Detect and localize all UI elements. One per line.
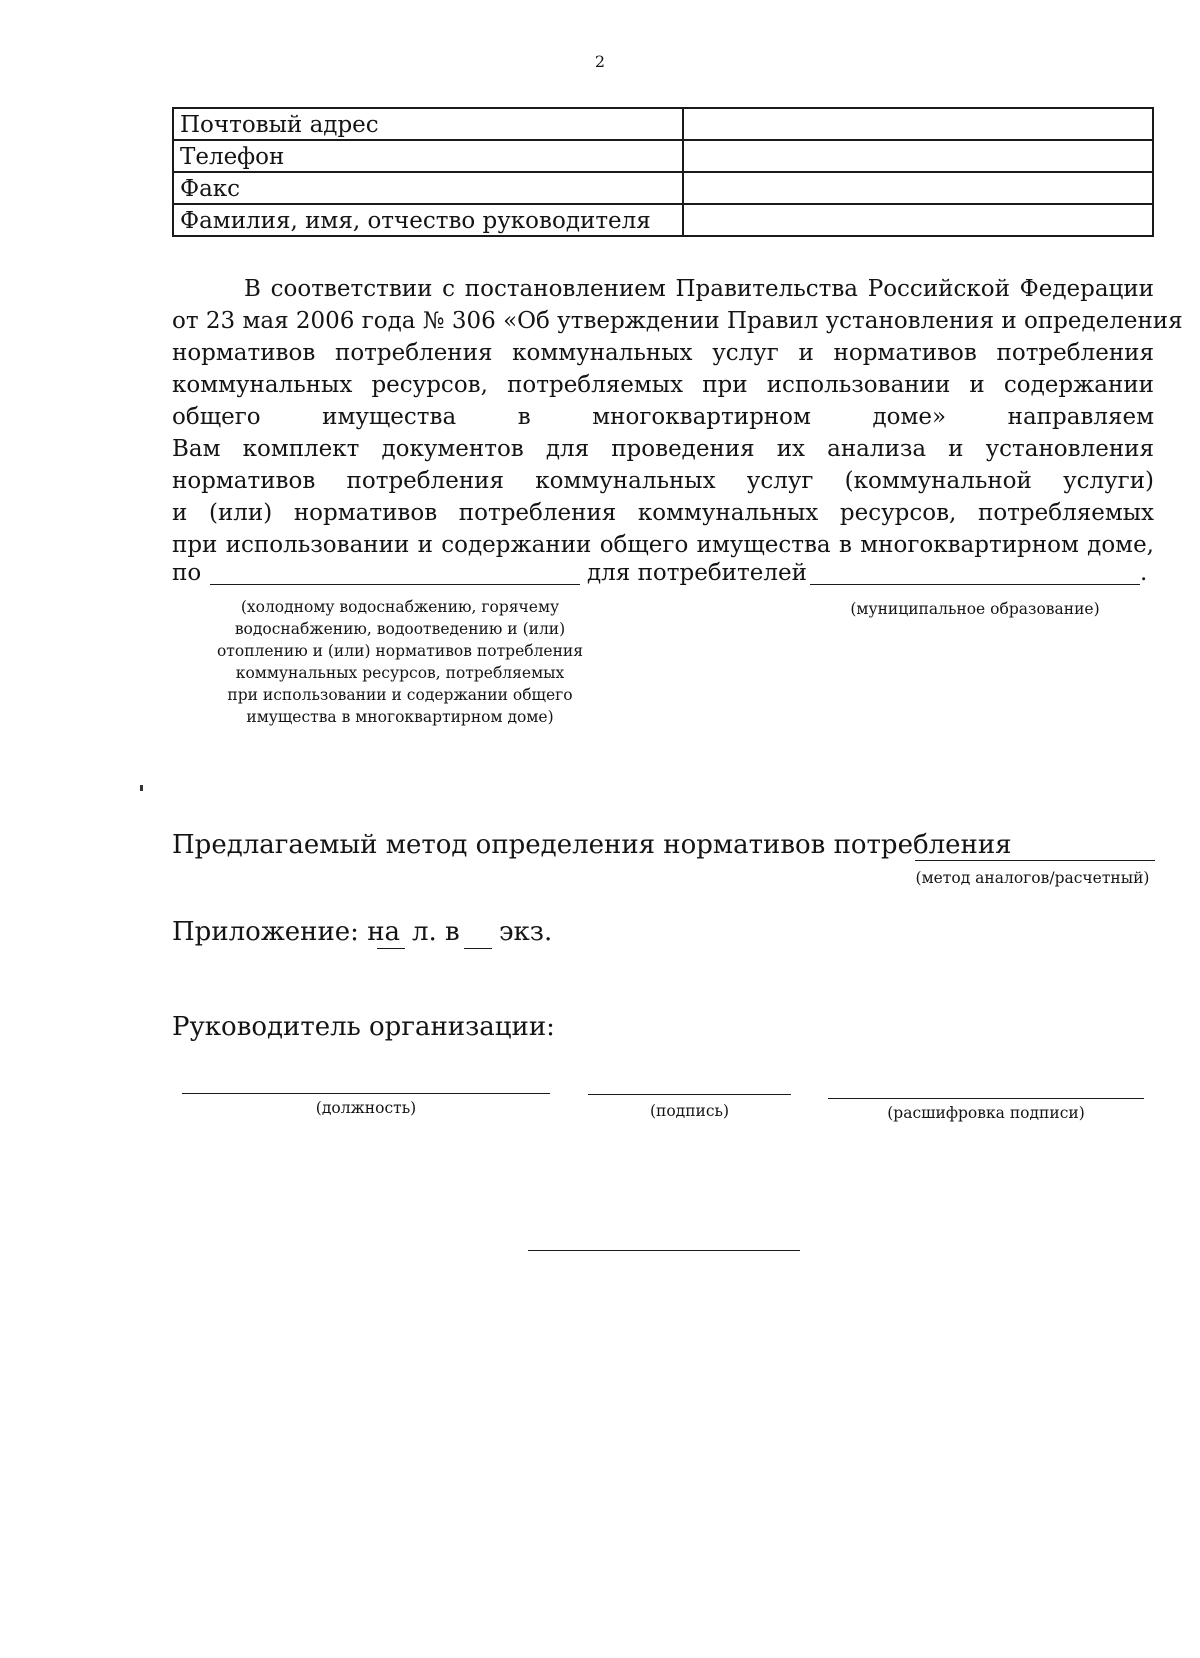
attachment-prefix: Приложение: на (172, 917, 401, 947)
municipality-blank[interactable] (810, 584, 1140, 585)
signature-hint: (подпись) (649, 1102, 730, 1120)
service-hint-line: отоплению и (или) нормативов потребления (216, 642, 584, 660)
row-label-postal-address: Почтовый адрес (173, 108, 683, 140)
signature-decoding-line[interactable] (828, 1098, 1144, 1099)
row-label-director-name: Фамилия, имя, отчество руководителя (173, 204, 683, 236)
row-value-fax[interactable] (683, 172, 1153, 204)
paragraph-line: коммунальных ресурсов, потребляемых при использовании и содержании (172, 372, 1154, 398)
closing-separator (528, 1250, 800, 1251)
paragraph-line: от 23 мая 2006 года № 306 «Об утверждении Правил установления и определения (172, 308, 1183, 334)
row-value-director-name[interactable] (683, 204, 1153, 236)
service-hint-line: (холодному водоснабжению, горячему (240, 598, 560, 616)
paragraph-line: Вам комплект документов для проведения их анализа и установления (172, 436, 1154, 462)
service-hint-line: коммунальных ресурсов, потребляемых (235, 664, 565, 682)
service-hint-line: при использовании и содержании общего (227, 686, 573, 704)
paragraph-line: при использовании и содержании общего имущества в многоквартирном доме, (172, 532, 1154, 558)
paragraph-line: общего имущества в многоквартирном доме» направляем (172, 404, 1154, 430)
attachment-middle: л. в (412, 917, 460, 947)
attachment-copies-blank[interactable] (464, 948, 492, 949)
page-number: 2 (594, 52, 606, 71)
table-row (173, 204, 1153, 236)
paragraph-line: нормативов потребления коммунальных услуг (коммунальной услуги) (172, 468, 1154, 494)
row-label-fax: Факс (173, 172, 683, 204)
service-hint-line: водоснабжению, водоотведению и (или) (234, 620, 566, 638)
service-hint-line: имущества в многоквартирном доме) (246, 708, 554, 726)
table-row (173, 172, 1153, 204)
position-hint: (должность) (315, 1099, 417, 1117)
service-blank[interactable] (210, 584, 580, 585)
table-row (173, 140, 1153, 172)
fill-prefix: по (172, 560, 202, 586)
method-label: Предлагаемый метод определения нормативов потребления (172, 830, 1012, 860)
row-value-postal-address[interactable] (683, 108, 1153, 140)
paragraph-line: нормативов потребления коммунальных услуг и нормативов потребления (172, 340, 1154, 366)
method-hint: (метод аналогов/расчетный) (915, 869, 1150, 887)
signature-line[interactable] (588, 1094, 791, 1095)
signature-decoding-hint: (расшифровка подписи) (887, 1104, 1085, 1122)
paragraph-line: В соответствии с постановлением Правительства Российской Федерации (244, 276, 1154, 302)
table-row (173, 108, 1153, 140)
service-hint (190, 596, 610, 728)
scan-mark (140, 785, 143, 791)
attachment-pages-blank[interactable] (377, 948, 405, 949)
head-label: Руководитель организации: (172, 1012, 555, 1042)
row-label-phone: Телефон (173, 140, 683, 172)
attachment-suffix: экз. (499, 917, 553, 947)
paragraph-line: и (или) нормативов потребления коммунальных ресурсов, потребляемых (172, 500, 1154, 526)
method-blank[interactable] (915, 860, 1155, 861)
organization-info-table (172, 107, 1154, 237)
fill-end-dot: . (1140, 560, 1148, 586)
position-line[interactable] (182, 1093, 550, 1094)
row-value-phone[interactable] (683, 140, 1153, 172)
consumers-label: для потребителей (587, 560, 807, 586)
municipality-hint: (муниципальное образование) (850, 600, 1100, 618)
